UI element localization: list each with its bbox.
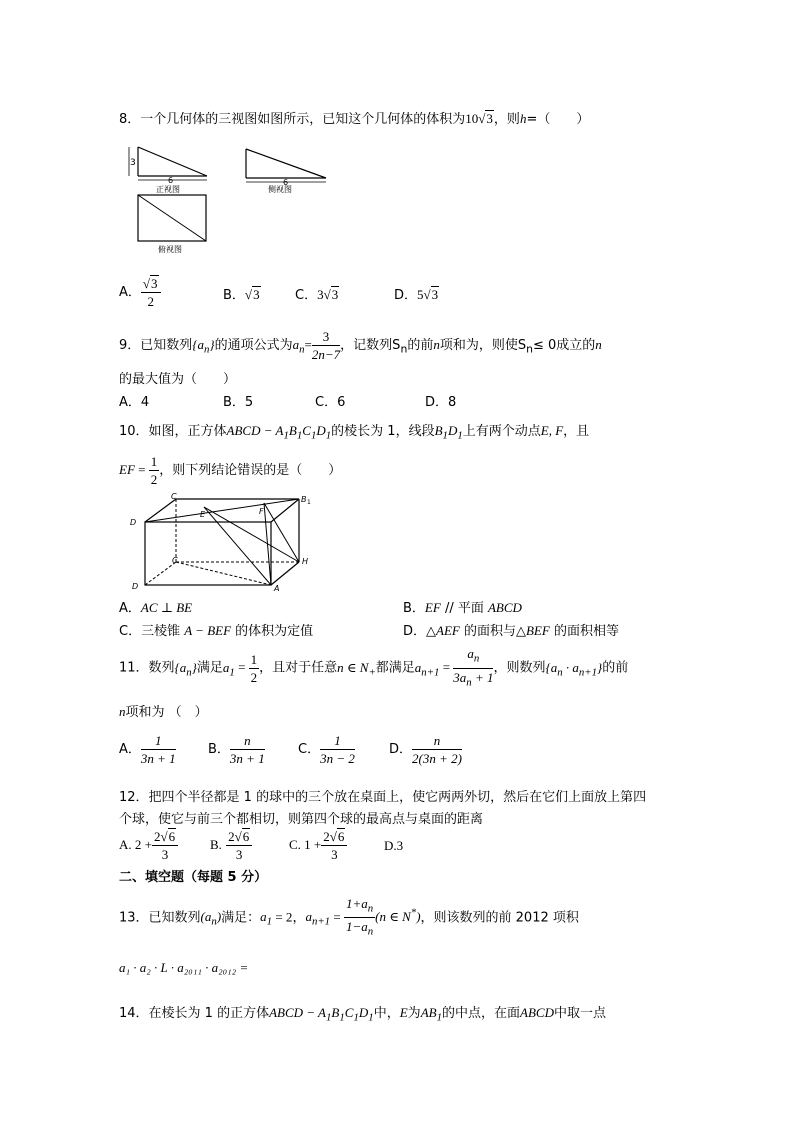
q9-opt-b: B．5 (223, 395, 254, 410)
q8-vol-coef: 10 (465, 111, 479, 126)
label-h: H (302, 557, 309, 566)
q12-line2: 个球，使它与前三个都相切，则第四个球的最高点与桌面的距离 (119, 812, 484, 827)
q9-fraction: $\frac{3}{2n-7}$ (311, 329, 341, 362)
q11-line1: 11．数列$\{a_n\}$满足$a_1$ = $\frac{1}{2}$ ，且对于任意n ∈ $N_+$都满足$a_{n+1}$ = $\frac{a_n}{3a_n + 1}$ ，则数列$\{a_n \cdot a_{n+1}\}$的前 (119, 646, 629, 689)
q11-line2: n项和为 （ ） (119, 704, 208, 720)
front-dim-w: 6 (168, 176, 174, 185)
q10-cube-figure (124, 492, 324, 592)
q8-stem-end: =（ ） (526, 112, 590, 127)
label-c: C (172, 556, 178, 565)
label-d: D (132, 582, 139, 591)
q9-line1: 9．已知数列$\{a_n\}$的通项公式为$a_n=$ $\frac{3}{2n-7}$ ，记数列$S_n$的前n项和为，则使$S_n\le 0$成立的n (119, 329, 602, 362)
q10-line1: 10．如图，正方体ABCD − $A_1B_1C_1D_1$的棱长为 1，线段$B_1D_1$上有两个动点E, F，且 (119, 423, 590, 442)
q8-opt-b: B．√3 (223, 287, 260, 303)
q10-line2: EF = $\frac{1}{2}$ ，则下列结论错误的是（ ） (119, 454, 342, 487)
q8-var-h: h (519, 111, 527, 126)
q8-line (119, 108, 589, 127)
q11-opt-b: B． $\frac{n}{3n + 1}$ (208, 733, 265, 766)
label-e: E (200, 510, 206, 519)
q8-stem-tail: ，则 (493, 112, 520, 127)
q9-opt-c: C．6 (315, 395, 346, 410)
q12-line1: 12．把四个半径都是 1 的球中的三个放在桌面上，使它两两外切，然后在它们上面放上第四 (119, 790, 647, 805)
label-a: A (274, 584, 280, 592)
label-c1: C (171, 492, 177, 501)
side-dim-w: 6 (283, 178, 289, 187)
q13-line1: 13．已知数列$(a_n)$满足：$a_1 = 2$，$a_{n+1}$ = $\frac{1+a_n}{1-a_n}$ (n ∈ N*)，则该数列的前 2012 项积 (119, 895, 579, 938)
q11-opt-d: D． $\frac{n}{2(3n + 2)}$ (389, 733, 462, 766)
q8-vol-root: √3 (478, 111, 493, 126)
top-view (138, 195, 206, 254)
label-b1: B (301, 495, 307, 504)
q12-opt-a: A. 2 + $\frac{2√6}{3}$ (119, 828, 178, 863)
q8-stem: 8．一个几何体的三视图如图所示，已知这个几何体的体积为 (119, 112, 466, 127)
side-label: 侧视图 (268, 185, 292, 194)
label-f: F (259, 507, 264, 516)
q12-opt-c: C. 1 + $\frac{2√6}{3}$ (289, 828, 347, 863)
q14-line1: 14．在棱长为 1 的正方体ABCD − $A_1B_1C_1D_1$中，E为$AB_1$的中点，在面ABCD中取一点 (119, 1005, 606, 1024)
q9-opt-a: A．4 (119, 395, 150, 410)
label-b1-sub: 1 (307, 499, 311, 506)
q8-three-view-figure (122, 143, 342, 258)
side-view (246, 149, 326, 194)
front-view (129, 147, 207, 194)
q11-opt-c: C． $\frac{1}{3n - 2}$ (298, 733, 355, 766)
q8-opt-d: D．5√3 (394, 287, 439, 303)
front-label: 正视图 (156, 185, 180, 194)
q12-opt-b: B. $\frac{2√6}{3}$ (210, 828, 252, 863)
q9-line2: 的最大值为（ ） (119, 372, 237, 387)
q13-line2: a₁ · a₂ · L · a₂₀₁₁ · a₂₀₁₂ = (119, 960, 249, 975)
q10-opt-d: D．△AEF 的面积与△BEF 的面积相等 (403, 623, 619, 639)
q9-opt-d: D．8 (425, 395, 457, 410)
q11-opt-a: A． $\frac{1}{3n + 1}$ (119, 733, 176, 766)
label-d1: D (130, 518, 137, 527)
top-label: 俯视图 (158, 245, 182, 254)
q8-options (119, 275, 223, 310)
q10-opt-b: B．EF // 平面 ABCD (403, 600, 522, 616)
q10-opt-a: A．AC ⊥ BE (119, 600, 193, 616)
front-dim-h: 3 (130, 158, 136, 168)
section-fill-blank-heading: 二、填空题（每题 5 分） (119, 870, 268, 885)
q10-opt-c: C．三棱锥 A − BEF 的体积为定值 (119, 623, 314, 639)
q12-opt-d: D.3 (384, 838, 404, 853)
q8-opt-c: C．3√3 (295, 287, 339, 303)
q9-seq: $\{a_n\}$ (192, 337, 215, 356)
q8-opt-a: A． $\frac{√3}{2}$ (119, 275, 223, 310)
